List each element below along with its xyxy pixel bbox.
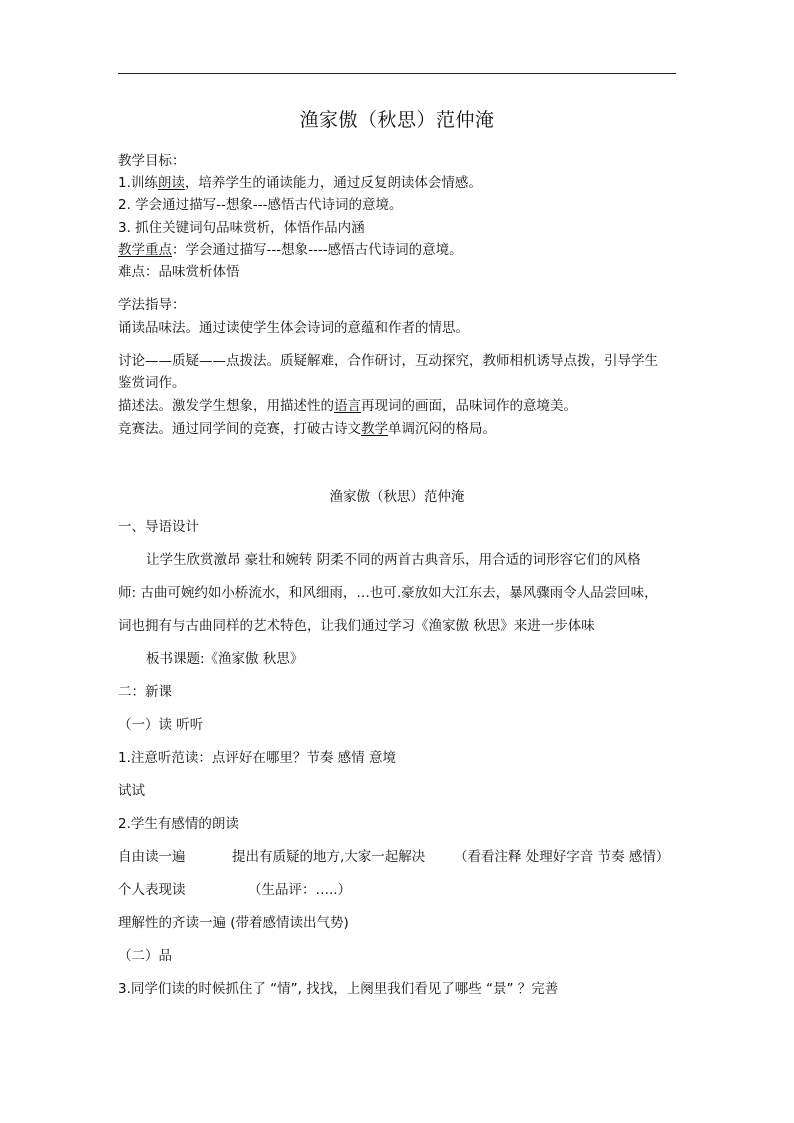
step-find-scenery: 3.同学们读的时候抓住了 “情”, 找找，上阕里我们看见了哪些 “景” ？完善 — [118, 981, 559, 997]
teaching-focus-text: ：学会通过描写---想象----感悟古代诗词的意境。 — [172, 242, 463, 258]
group-reading: 理解性的齐读一遍 (带着感情读出气势) — [118, 915, 349, 931]
free-reading-notes: （看看注释 处理好字音 节奏 感情） — [454, 849, 670, 865]
methods-heading: 学法指导： — [118, 297, 186, 313]
method-description-suffix: 再现词的画面，品味词作的意境美。 — [361, 398, 577, 414]
method-competition-prefix: 竞赛法。通过同学间的竞赛，打破古诗文 — [118, 421, 361, 437]
method-competition — [118, 420, 496, 438]
subsection-appreciate-heading: （二）品 — [118, 948, 172, 964]
individual-reading-label: 个人表现读 — [118, 882, 186, 898]
method-description-underlined: 语言 — [334, 398, 361, 414]
teaching-focus — [118, 241, 463, 259]
teaching-difficulty: 难点：品味赏析体悟 — [118, 264, 240, 280]
goal-item-1-underlined: 朗读 — [157, 175, 185, 191]
board-title: 板书课题:《渔家傲 秋思》 — [146, 651, 304, 667]
subsection-read-heading: （一）读 听听 — [118, 717, 204, 733]
teaching-focus-label: 教学重点 — [118, 242, 172, 258]
section-1-heading: 一、导语设计 — [118, 519, 199, 535]
method-recitation: 诵读品味法。通过读使学生体会诗词的意蕴和作者的情思。 — [118, 320, 469, 336]
individual-reading-comment: （生品评：…..） — [248, 882, 352, 898]
header-rule — [118, 73, 676, 74]
method-description-prefix: 描述法。激发学生想象，用描述性的 — [118, 398, 334, 414]
goal-item-1-prefix: 1.训练 — [118, 175, 158, 191]
section-2-heading: 二：新课 — [118, 684, 172, 700]
goals-heading: 教学目标： — [118, 153, 186, 169]
goal-item-2: 2. 学会通过描写--想象---感悟古代诗词的意境。 — [118, 197, 403, 213]
intro-paragraph-line-3: 词也拥有与古曲同样的艺术特色，让我们通过学习《渔家傲 秋思》来进一步体味 — [118, 618, 595, 634]
goal-item-1 — [118, 174, 482, 192]
step-expressive-reading: 2.学生有感情的朗读 — [118, 816, 239, 832]
goal-item-1-suffix: ，培养学生的诵读能力，通过反复朗读体会情感。 — [184, 175, 482, 191]
intro-paragraph-line-2: 师: 古曲可婉约如小桥流水，和风细雨，…也可.豪放如大江东去，暴风骤雨令人品尝回味， — [118, 585, 658, 601]
goal-item-3: 3. 抓住关键词句品味赏析，体悟作品内涵 — [118, 220, 365, 236]
intro-paragraph-line-1: 让学生欣赏激昂 豪壮和婉转 阴柔不同的两首古典音乐，用合适的词形容它们的风格 — [146, 552, 641, 568]
method-discussion-line-2: 鉴赏词作。 — [118, 375, 186, 391]
method-description — [118, 397, 577, 415]
step-try: 试试 — [118, 783, 145, 799]
free-reading-question: 提出有质疑的地方,大家一起解决 — [232, 849, 426, 865]
lesson-subtitle: 渔家傲（秋思）范仲淹 — [329, 489, 465, 505]
free-reading-label: 自由读一遍 — [118, 849, 186, 865]
document-title: 渔家傲（秋思）范仲淹 — [299, 109, 495, 131]
method-discussion-line-1: 讨论——质疑——点拨法。质疑解难，合作研讨，互动探究，教师相机诱导点拨，引导学生 — [118, 353, 658, 369]
step-listen-model-reading: 1.注意听范读：点评好在哪里？节奏 感情 意境 — [118, 750, 396, 766]
method-competition-suffix: 单调沉闷的格局。 — [388, 421, 496, 437]
method-competition-underlined: 教学 — [361, 421, 388, 437]
